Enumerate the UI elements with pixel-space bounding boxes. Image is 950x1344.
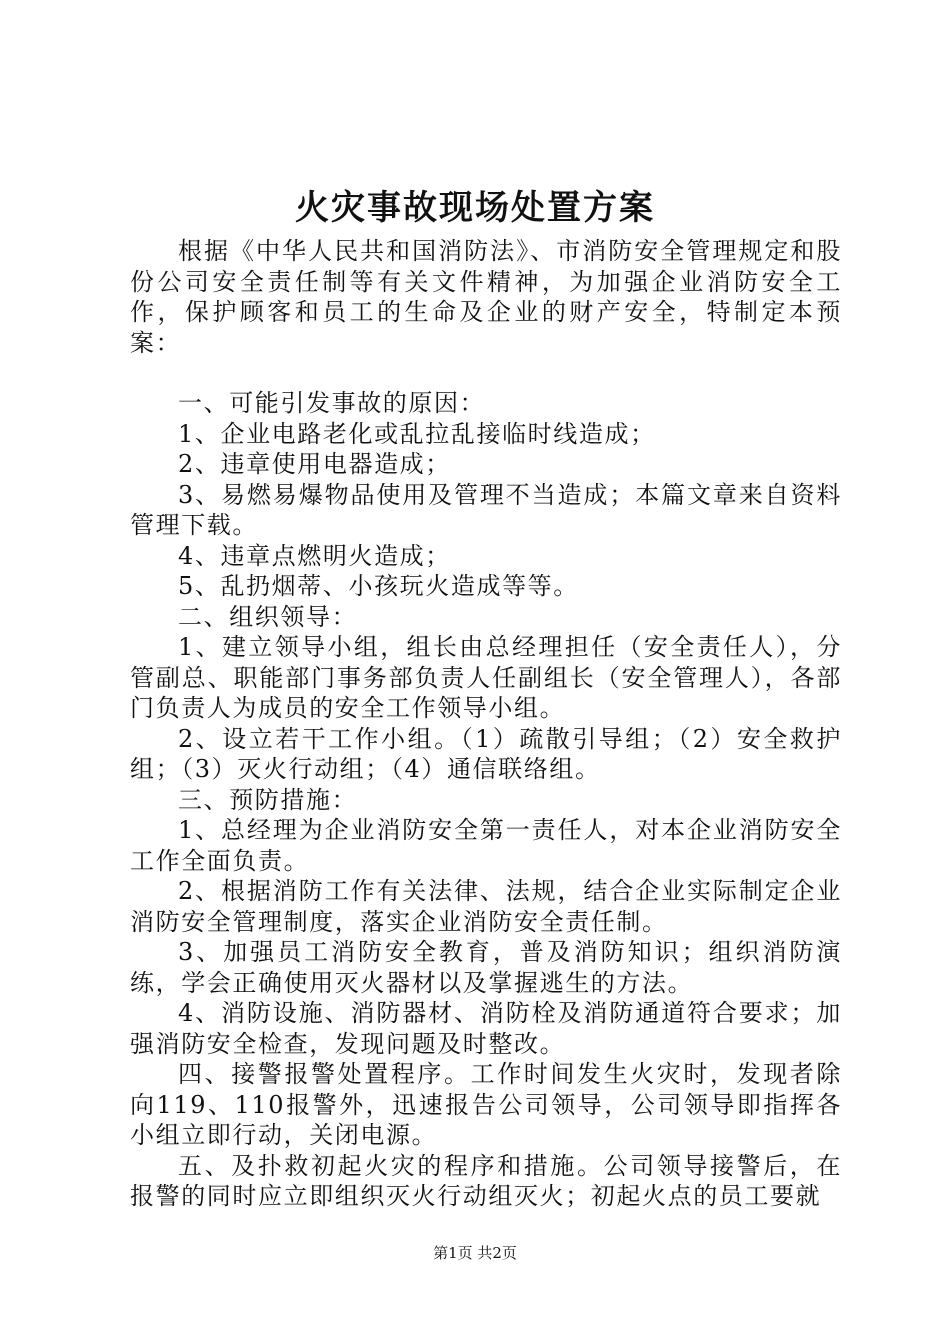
document-title: 火灾事故现场处置方案 — [295, 188, 655, 228]
cause-item: 4、违章点燃明火造成； — [178, 541, 451, 570]
document-body — [130, 236, 842, 1212]
section-alarm-procedure: 四、接警报警处置程序。工作时间发生火灾时，发现者除向119、110报警外，迅速报告公司领导，公司领导即指挥各小组立即行动，关闭电源。 — [130, 1060, 842, 1149]
section-heading-prevention: 三、预防措施： — [178, 785, 358, 814]
section-initial-firefighting: 五、及扑救初起火灾的程序和措施。公司领导接警后，在报警的同时应立即组织灭火行动组灭火；初起火点的员工要就 — [130, 1151, 842, 1210]
section-heading-organization: 二、组织领导： — [178, 602, 358, 631]
page-number-footer: 第1页 共2页 — [433, 1244, 517, 1262]
organization-item: 2、设立若干工作小组。（1）疏散引导组；（2）安全救护组；（3）灭火行动组；（4）通信联络组。 — [130, 724, 842, 783]
intro-paragraph: 根据《中华人民共和国消防法》、市消防安全管理规定和股份公司安全责任制等有关文件精神，为加强企业消防安全工作，保护顾客和员工的生命及企业的财产安全，特制定本预案： — [130, 237, 842, 357]
cause-item: 3、易燃易爆物品使用及管理不当造成；本篇文章来自资料管理下载。 — [130, 480, 842, 539]
prevention-item: 4、消防设施、消防器材、消防栓及消防通道符合要求；加强消防安全检查，发现问题及时整改。 — [130, 999, 842, 1058]
section-heading-causes: 一、可能引发事故的原因： — [178, 389, 486, 417]
prevention-item: 1、总经理为企业消防安全第一责任人，对本企业消防安全工作全面负责。 — [130, 816, 842, 875]
prevention-item: 2、根据消防工作有关法律、法规，结合企业实际制定企业消防安全管理制度，落实企业消防安全责任制。 — [130, 877, 842, 936]
cause-item: 2、违章使用电器造成； — [178, 450, 451, 478]
prevention-item: 3、加强员工消防安全教育，普及消防知识；组织消防演练，学会正确使用灭火器材以及掌握逃生的方法。 — [130, 938, 842, 997]
cause-item: 1、企业电路老化或乱拉乱接临时线造成； — [178, 419, 656, 448]
organization-item: 1、建立领导小组，组长由总经理担任（安全责任人），分管副总、职能部门事务部负责人任副组长（安全管理人），各部门负责人为成员的安全工作领导小组。 — [130, 633, 842, 722]
cause-item: 5、乱扔烟蒂、小孩玩火造成等等。 — [178, 572, 579, 600]
